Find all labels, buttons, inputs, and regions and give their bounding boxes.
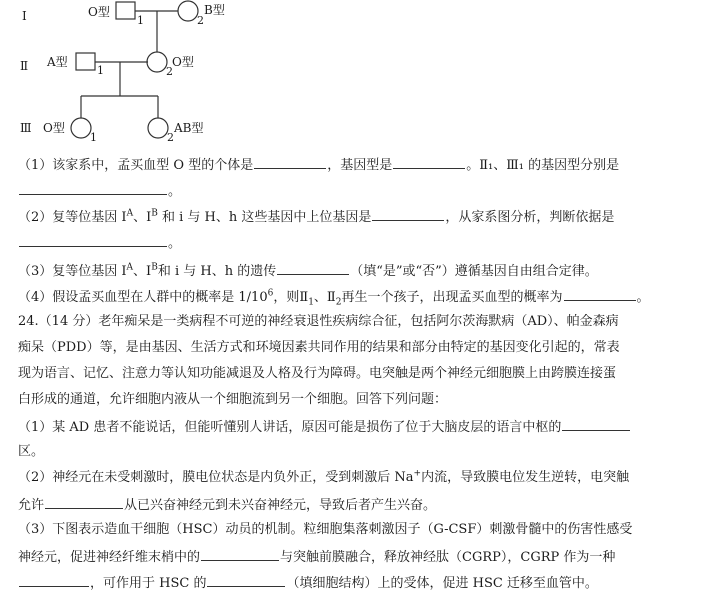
gen2-male-number: 1 [97,64,104,77]
q24-p2-text-d: 从已兴奋神经元到未兴奋神经元，导致后者产生兴奋。 [124,498,437,513]
q4-text-d: 再生一个孩子，出现孟买血型的概率为 [341,290,563,305]
pedigree-chart [0,0,702,150]
q2-text-b: 和 i 与 H、h 这些基因中上位基因是 [161,210,372,225]
q24-p3-text-d: ，可作用于 HSC 的 [90,576,207,591]
q24-p3-text-c: 与突触前膜融合，释放神经肽（CGRP），CGRP 作为一种 [280,550,616,565]
q4-sub2: 2 [335,297,342,306]
q24-intro2: 痴呆（PDD）等，是由基因、生活方式和环境因素共同作用的结果和部分由特定的基因变化引起的，常表 [18,340,620,355]
generation-label-2: Ⅱ [20,59,29,73]
gen2-male-label: A型 [47,55,68,69]
gen3-child2-circle [148,118,168,138]
generation-label-3: Ⅲ [20,121,32,135]
gen1-male-label: O型 [88,5,110,19]
q24-p1-line2 [18,444,698,460]
gen3-child1-label: O型 [43,121,65,135]
gen3-child2-number: 2 [167,131,174,144]
gen2-female-circle [147,52,167,72]
q3-blank [277,262,349,275]
gen1-female-label: B型 [204,3,225,17]
q3-text-a: （3）复等位基因 I [18,264,127,279]
q4-blank [564,288,636,301]
q24-p1-text: （1）某 AD 患者不能说话，但能听懂别人讲话，原因可能是损伤了位于大脑皮层的语言中枢的 [18,420,562,435]
q3-line [18,262,698,280]
q3-text-b: 、I [133,264,152,279]
q1-text-b: ，基因型是 [327,158,393,173]
q24-p3-line2 [18,548,698,566]
q24-p3-text-a: （3）下图表示造血干细胞（HSC）动员的机制。粒细胞集落刺激因子（G-CSF）刺激骨髓中的伤害性感受 [18,522,633,537]
q2-end: 。 [168,236,182,251]
q24-p3-line3 [18,574,698,592]
q3-sup-b: B [151,262,158,273]
gen3-child1-number: 1 [90,131,97,144]
q24-p3-text-b: 神经元，促进神经纤维末梢中的 [18,550,201,565]
q1-text-c: 。Ⅱ₁、Ⅲ₁ 的基因型分别是 [466,158,620,173]
q3-sup-a: A [126,262,134,273]
q2-text-a: （2）复等位基因 [18,210,118,225]
q1-line2 [18,182,698,200]
q4-exp: 6 [267,288,274,299]
q1-blank-individual [254,156,326,169]
gen3-child2-label: AB型 [174,121,204,135]
q24-p2-line2 [18,496,698,514]
q2-ib-sup: B [151,208,158,219]
q2-ia: I [121,210,127,225]
q4-sub1: 1 [308,297,314,306]
q24-p1-blank [562,418,630,431]
q24-intro-line4 [18,392,698,408]
q24-intro3: 现为语言、记忆、注意力等认知功能减退及人格及行为障碍。电突触是两个神经元细胞膜上由跨膜连接蛋 [18,366,617,381]
q3-text-d: （填“是”或“否”）遵循基因自由组合定律。 [350,264,598,279]
gen2-female-label: O型 [172,55,194,69]
q24-p3-blank1 [201,548,279,561]
q24-p2-text-c: 允许 [18,498,45,513]
q24-intro-line3 [18,366,698,382]
q1-text-a: （1）该家系中，孟买血型 O 型的个体是 [18,158,254,173]
q24-intro-line2 [18,340,698,356]
gen1-male-square [116,2,135,19]
gen2-female-number: 2 [166,65,173,78]
gen1-female-circle [178,1,198,21]
q3-text-c: 和 i 与 H、h 的遗传 [157,264,277,279]
q1-line1 [18,156,698,174]
q24-p2-blank [45,496,123,509]
q24-p1-end: 区。 [18,444,45,459]
q24-p2-sup: + [413,470,422,479]
q1-end: 。 [168,184,182,199]
q4-text-b: ，则Ⅱ [273,290,309,305]
generation-label-1: Ⅰ [22,9,27,23]
q24-intro1: 24.（14 分）老年痴呆是一类病程不可逆的神经衰退性疾病综合征，包括阿尔茨海默病（AD）、帕金森病 [18,314,619,329]
gen1-female-number: 2 [197,14,204,27]
q4-text-a: （4）假设孟买血型在人群中的概率是 1/10 [18,290,268,305]
q1-blank-genotype [393,156,465,169]
q2-line1: （2）复等位基因 $I^A$、$I^B$ 和 i 与 H、h 这些基因中上位基因是 ，从家系图分析，判断依据是 [18,208,615,225]
q24-p3-text-e: （填细胞结构）上的受体，促进 HSC 迁移至血管中。 [286,576,598,591]
q2-line2 [18,234,698,252]
q24-p3-blank2 [19,574,89,587]
gen2-male-square [76,53,95,70]
gen3-child1-circle [71,118,91,138]
q24-p2-text-b: 内流，导致膜电位发生逆转，电突触 [421,470,630,485]
q24-p1-line1 [18,418,698,436]
q4-text-c: 、Ⅱ [313,290,336,305]
q2-blank-epistatic [372,208,444,221]
q2-ib: I [146,210,152,225]
q24-p3-blank3 [207,574,285,587]
q24-p2-text-a: （2）神经元在未受刺激时，膜电位状态是内负外正，受到刺激后 Na [18,470,414,485]
q1-blank-genotypes [19,182,167,195]
q2-blank-evidence [19,234,167,247]
q2-text-c: ，从家系图分析，判断依据是 [445,210,615,225]
gen1-male-number: 1 [137,14,144,27]
q2-ia-sup: A [126,208,134,219]
q24-p3-line1 [18,522,698,538]
q24-intro-line1 [18,314,698,330]
q4-line [18,288,698,306]
q24-p2-line1 [18,470,698,486]
q24-intro4: 白形成的通道，允许细胞内液从一个细胞流到另一个细胞。回答下列问题： [18,392,448,407]
q4-text-e: 。 [636,290,650,305]
